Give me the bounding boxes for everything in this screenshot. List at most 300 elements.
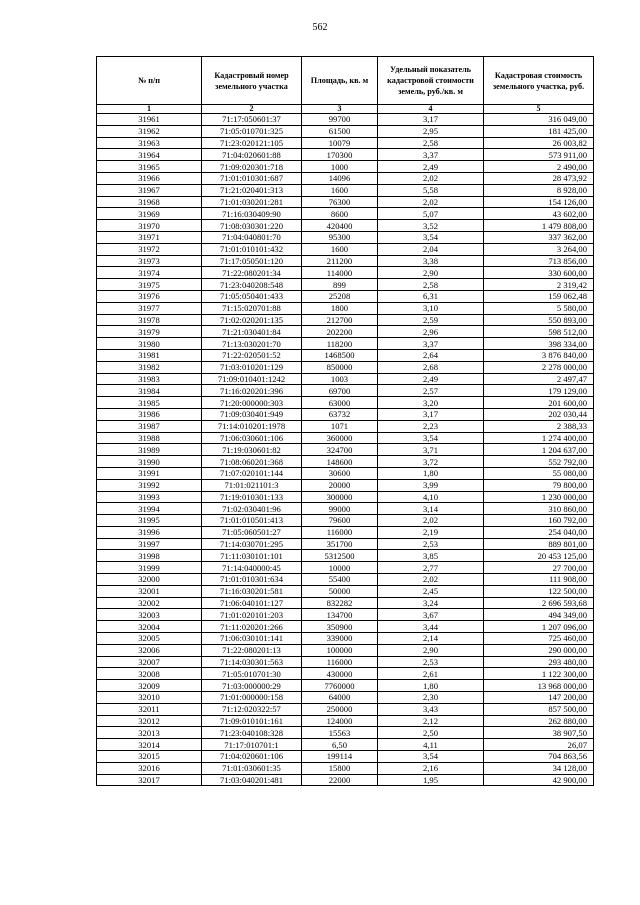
unit-value-cell: 2,12 [378, 715, 484, 727]
column-number: 5 [484, 105, 594, 114]
unit-value-cell: 2,14 [378, 633, 484, 645]
unit-value-cell: 2,02 [378, 515, 484, 527]
cadastral-number-cell: 71:01:020101:203 [202, 609, 302, 621]
unit-value-cell: 3,20 [378, 397, 484, 409]
cadastral-number-cell: 71:19:010301:133 [202, 491, 302, 503]
row-number-cell: 31975 [97, 279, 202, 291]
cadastral-value-cell: 1 122 300,00 [484, 668, 594, 680]
cadastral-number-cell: 71:11:030101:101 [202, 550, 302, 562]
row-number-cell: 31989 [97, 444, 202, 456]
cadastral-value-cell: 2 696 593,68 [484, 597, 594, 609]
cadastral-number-cell: 71:22:080201:34 [202, 267, 302, 279]
unit-value-cell: 2,02 [378, 196, 484, 208]
table-row [97, 621, 594, 633]
cadastral-value-cell: 713 856,00 [484, 255, 594, 267]
area-cell: 250000 [302, 703, 378, 715]
cadastral-value-cell: 159 062,48 [484, 290, 594, 302]
unit-value-cell: 2,49 [378, 161, 484, 173]
unit-value-cell: 2,45 [378, 585, 484, 597]
area-cell: 1071 [302, 420, 378, 432]
area-cell: 63732 [302, 408, 378, 420]
row-number-cell: 32014 [97, 739, 202, 751]
area-cell: 10079 [302, 137, 378, 149]
table-row [97, 267, 594, 279]
cadastral-value-cell: 122 500,00 [484, 585, 594, 597]
table-row [97, 574, 594, 586]
row-number-cell: 32017 [97, 774, 202, 786]
unit-value-cell: 4,11 [378, 739, 484, 751]
unit-value-cell: 2,53 [378, 538, 484, 550]
unit-value-cell: 1,95 [378, 774, 484, 786]
cadastral-number-cell: 71:08:060201:368 [202, 456, 302, 468]
table-row [97, 137, 594, 149]
cadastral-number-cell: 71:05:060501:27 [202, 526, 302, 538]
table-row [97, 456, 594, 468]
cadastral-value-cell: 3 264,00 [484, 243, 594, 255]
column-number: 4 [378, 105, 484, 114]
cadastral-value-cell: 27 700,00 [484, 562, 594, 574]
cadastral-value-table [96, 56, 594, 786]
cadastral-number-cell: 71:17:010701:1 [202, 739, 302, 751]
cadastral-number-cell: 71:16:020201:396 [202, 385, 302, 397]
table-row [97, 715, 594, 727]
unit-value-cell: 2,19 [378, 526, 484, 538]
table-row [97, 703, 594, 715]
cadastral-value-cell: 290 000,00 [484, 644, 594, 656]
area-cell: 99000 [302, 503, 378, 515]
unit-value-cell: 2,16 [378, 762, 484, 774]
area-cell: 148600 [302, 456, 378, 468]
cadastral-value-cell: 550 893,00 [484, 314, 594, 326]
table-row [97, 314, 594, 326]
column-number-row [97, 105, 594, 114]
cadastral-value-cell: 704 863,56 [484, 751, 594, 763]
row-number-cell: 31987 [97, 420, 202, 432]
area-cell: 351700 [302, 538, 378, 550]
row-number-cell: 31984 [97, 385, 202, 397]
area-cell: 124000 [302, 715, 378, 727]
cadastral-number-cell: 71:06:040101:127 [202, 597, 302, 609]
area-cell: 69700 [302, 385, 378, 397]
header-cadastral-value: Кадастровая стоимость земельного участка, руб. [484, 57, 594, 105]
column-number: 2 [202, 105, 302, 114]
row-number-cell: 31990 [97, 456, 202, 468]
cadastral-number-cell: 71:06:030601:106 [202, 432, 302, 444]
unit-value-cell: 3,10 [378, 302, 484, 314]
cadastral-number-cell: 71:01:010101:432 [202, 243, 302, 255]
row-number-cell: 31998 [97, 550, 202, 562]
table-row [97, 762, 594, 774]
unit-value-cell: 3,71 [378, 444, 484, 456]
unit-value-cell: 5,07 [378, 208, 484, 220]
cadastral-number-cell: 71:07:020101:144 [202, 467, 302, 479]
unit-value-cell: 4,10 [378, 491, 484, 503]
row-number-cell: 32012 [97, 715, 202, 727]
row-number-cell: 32008 [97, 668, 202, 680]
cadastral-value-cell: 13 968 000,00 [484, 680, 594, 692]
row-number-cell: 31977 [97, 302, 202, 314]
table-row [97, 243, 594, 255]
cadastral-value-cell: 160 792,00 [484, 515, 594, 527]
area-cell: 116000 [302, 656, 378, 668]
area-cell: 7760000 [302, 680, 378, 692]
unit-value-cell: 2,04 [378, 243, 484, 255]
table-row [97, 444, 594, 456]
unit-value-cell: 3,37 [378, 338, 484, 350]
cadastral-value-cell: 20 453 125,00 [484, 550, 594, 562]
cadastral-number-cell: 71:15:020701:88 [202, 302, 302, 314]
cadastral-number-cell: 71:20:000000:303 [202, 397, 302, 409]
row-number-cell: 31961 [97, 114, 202, 126]
table-row [97, 774, 594, 786]
row-number-cell: 32003 [97, 609, 202, 621]
cadastral-number-cell: 71:05:050401:433 [202, 290, 302, 302]
table-row [97, 149, 594, 161]
area-cell: 6,50 [302, 739, 378, 751]
row-number-cell: 31967 [97, 184, 202, 196]
row-number-cell: 31971 [97, 231, 202, 243]
cadastral-value-cell: 552 792,00 [484, 456, 594, 468]
header-area: Площадь, кв. м [302, 57, 378, 105]
area-cell: 1600 [302, 243, 378, 255]
row-number-cell: 31996 [97, 526, 202, 538]
area-cell: 212700 [302, 314, 378, 326]
cadastral-value-cell: 1 274 400,00 [484, 432, 594, 444]
table-row [97, 739, 594, 751]
cadastral-number-cell: 71:22:020501:52 [202, 349, 302, 361]
table-row [97, 373, 594, 385]
cadastral-value-cell: 889 801,00 [484, 538, 594, 550]
row-number-cell: 31973 [97, 255, 202, 267]
area-cell: 50000 [302, 585, 378, 597]
cadastral-number-cell: 71:01:030601:35 [202, 762, 302, 774]
cadastral-value-cell: 2 278 000,00 [484, 361, 594, 373]
row-number-cell: 31997 [97, 538, 202, 550]
table-row [97, 349, 594, 361]
header-row-number: № п/п [97, 57, 202, 105]
row-number-cell: 32009 [97, 680, 202, 692]
unit-value-cell: 2,57 [378, 385, 484, 397]
cadastral-value-cell: 1 204 637,00 [484, 444, 594, 456]
row-number-cell: 31983 [97, 373, 202, 385]
cadastral-number-cell: 71:01:021101:3 [202, 479, 302, 491]
unit-value-cell: 2,96 [378, 326, 484, 338]
page-number: 562 [312, 22, 328, 33]
cadastral-number-cell: 71:12:020322:57 [202, 703, 302, 715]
cadastral-value-cell: 42 900,00 [484, 774, 594, 786]
row-number-cell: 31980 [97, 338, 202, 350]
table-row [97, 751, 594, 763]
row-number-cell: 32000 [97, 574, 202, 586]
unit-value-cell: 3,17 [378, 114, 484, 126]
table-row [97, 562, 594, 574]
area-cell: 100000 [302, 644, 378, 656]
row-number-cell: 32011 [97, 703, 202, 715]
cadastral-value-cell: 5 580,00 [484, 302, 594, 314]
cadastral-value-cell: 26 003,82 [484, 137, 594, 149]
area-cell: 1468500 [302, 349, 378, 361]
unit-value-cell: 2,61 [378, 668, 484, 680]
table-row [97, 114, 594, 126]
table-row [97, 231, 594, 243]
unit-value-cell: 1,80 [378, 467, 484, 479]
cadastral-number-cell: 71:03:010201:129 [202, 361, 302, 373]
table-header-row [97, 57, 594, 105]
table-row [97, 161, 594, 173]
table-row [97, 644, 594, 656]
area-cell: 1003 [302, 373, 378, 385]
table-row [97, 326, 594, 338]
area-cell: 339000 [302, 633, 378, 645]
area-cell: 1000 [302, 161, 378, 173]
row-number-cell: 31974 [97, 267, 202, 279]
cadastral-number-cell: 71:22:080201:13 [202, 644, 302, 656]
cadastral-number-cell: 71:09:020301:718 [202, 161, 302, 173]
cadastral-value-cell: 857 500,00 [484, 703, 594, 715]
area-cell: 15563 [302, 727, 378, 739]
area-cell: 22000 [302, 774, 378, 786]
table-row [97, 479, 594, 491]
area-cell: 430000 [302, 668, 378, 680]
cadastral-number-cell: 71:19:030601:82 [202, 444, 302, 456]
area-cell: 79600 [302, 515, 378, 527]
area-cell: 832282 [302, 597, 378, 609]
unit-value-cell: 2,58 [378, 137, 484, 149]
cadastral-value-cell: 337 362,00 [484, 231, 594, 243]
table-row [97, 420, 594, 432]
table-row [97, 609, 594, 621]
area-cell: 63000 [302, 397, 378, 409]
unit-value-cell: 2,59 [378, 314, 484, 326]
unit-value-cell: 1,80 [378, 680, 484, 692]
cadastral-number-cell: 71:17:050501:120 [202, 255, 302, 267]
cadastral-number-cell: 71:04:020601:88 [202, 149, 302, 161]
area-cell: 1600 [302, 184, 378, 196]
row-number-cell: 31978 [97, 314, 202, 326]
cadastral-value-cell: 1 479 808,00 [484, 220, 594, 232]
unit-value-cell: 3,17 [378, 408, 484, 420]
area-cell: 95300 [302, 231, 378, 243]
cadastral-number-cell: 71:14:030301:563 [202, 656, 302, 668]
cadastral-value-cell: 79 800,00 [484, 479, 594, 491]
unit-value-cell: 2,64 [378, 349, 484, 361]
cadastral-value-cell: 398 334,00 [484, 338, 594, 350]
table-row [97, 220, 594, 232]
cadastral-value-cell: 2 319,42 [484, 279, 594, 291]
area-cell: 170300 [302, 149, 378, 161]
cadastral-number-cell: 71:09:010101:161 [202, 715, 302, 727]
cadastral-number-cell: 71:05:010701:30 [202, 668, 302, 680]
cadastral-value-cell: 573 911,00 [484, 149, 594, 161]
row-number-cell: 32004 [97, 621, 202, 633]
area-cell: 76300 [302, 196, 378, 208]
unit-value-cell: 3,54 [378, 231, 484, 243]
cadastral-value-cell: 2 497,47 [484, 373, 594, 385]
cadastral-number-cell: 71:05:010701:325 [202, 125, 302, 137]
cadastral-number-cell: 71:23:040208:548 [202, 279, 302, 291]
table-row [97, 184, 594, 196]
unit-value-cell: 6,31 [378, 290, 484, 302]
cadastral-value-cell: 55 080,00 [484, 467, 594, 479]
cadastral-value-cell: 147 200,00 [484, 692, 594, 704]
unit-value-cell: 2,30 [378, 692, 484, 704]
row-number-cell: 31999 [97, 562, 202, 574]
row-number-cell: 32015 [97, 751, 202, 763]
row-number-cell: 31982 [97, 361, 202, 373]
table-row [97, 385, 594, 397]
cadastral-value-cell: 202 030,44 [484, 408, 594, 420]
table-row [97, 432, 594, 444]
unit-value-cell: 3,24 [378, 597, 484, 609]
header-unit-value: Удельный показатель кадастровой стоимости земель, руб./кв. м [378, 57, 484, 105]
table-row [97, 503, 594, 515]
row-number-cell: 31993 [97, 491, 202, 503]
unit-value-cell: 3,85 [378, 550, 484, 562]
area-cell: 8600 [302, 208, 378, 220]
table-row [97, 585, 594, 597]
row-number-cell: 31992 [97, 479, 202, 491]
cadastral-value-cell: 8 928,00 [484, 184, 594, 196]
area-cell: 99700 [302, 114, 378, 126]
table-row [97, 397, 594, 409]
cadastral-value-cell: 179 129,00 [484, 385, 594, 397]
cadastral-value-cell: 111 908,00 [484, 574, 594, 586]
unit-value-cell: 2,90 [378, 644, 484, 656]
cadastral-number-cell: 71:01:000000:158 [202, 692, 302, 704]
area-cell: 114000 [302, 267, 378, 279]
unit-value-cell: 3,67 [378, 609, 484, 621]
area-cell: 118200 [302, 338, 378, 350]
table-row [97, 526, 594, 538]
cadastral-value-cell: 254 040,00 [484, 526, 594, 538]
table-row [97, 680, 594, 692]
cadastral-number-cell: 71:01:010301:634 [202, 574, 302, 586]
cadastral-value-cell: 262 880,00 [484, 715, 594, 727]
row-number-cell: 32016 [97, 762, 202, 774]
area-cell: 420400 [302, 220, 378, 232]
cadastral-number-cell: 71:14:010201:1978 [202, 420, 302, 432]
area-cell: 14096 [302, 172, 378, 184]
area-cell: 899 [302, 279, 378, 291]
unit-value-cell: 3,43 [378, 703, 484, 715]
table-row [97, 302, 594, 314]
cadastral-value-cell: 43 602,00 [484, 208, 594, 220]
cadastral-value-cell: 598 512,00 [484, 326, 594, 338]
table-row [97, 692, 594, 704]
cadastral-value-cell: 2 490,00 [484, 161, 594, 173]
row-number-cell: 32010 [97, 692, 202, 704]
table-row [97, 538, 594, 550]
unit-value-cell: 3,37 [378, 149, 484, 161]
cadastral-number-cell: 71:04:040801:70 [202, 231, 302, 243]
cadastral-number-cell: 71:14:040000:45 [202, 562, 302, 574]
cadastral-value-cell: 201 600,00 [484, 397, 594, 409]
area-cell: 5312500 [302, 550, 378, 562]
unit-value-cell: 3,52 [378, 220, 484, 232]
unit-value-cell: 5,58 [378, 184, 484, 196]
table-row [97, 597, 594, 609]
cadastral-number-cell: 71:21:020401:313 [202, 184, 302, 196]
row-number-cell: 32007 [97, 656, 202, 668]
header-cadastral-number: Кадастровый номер земельного участка [202, 57, 302, 105]
cadastral-number-cell: 71:01:010301:687 [202, 172, 302, 184]
cadastral-value-cell: 1 207 096,00 [484, 621, 594, 633]
table-row [97, 125, 594, 137]
row-number-cell: 31970 [97, 220, 202, 232]
cadastral-value-cell: 38 907,50 [484, 727, 594, 739]
area-cell: 850000 [302, 361, 378, 373]
cadastral-value-cell: 28 473,92 [484, 172, 594, 184]
area-cell: 55400 [302, 574, 378, 586]
area-cell: 211200 [302, 255, 378, 267]
unit-value-cell: 2,95 [378, 125, 484, 137]
cadastral-value-cell: 494 349,00 [484, 609, 594, 621]
cadastral-value-cell: 293 480,00 [484, 656, 594, 668]
row-number-cell: 32001 [97, 585, 202, 597]
area-cell: 30600 [302, 467, 378, 479]
unit-value-cell: 2,68 [378, 361, 484, 373]
unit-value-cell: 3,44 [378, 621, 484, 633]
cadastral-number-cell: 71:03:000000:29 [202, 680, 302, 692]
table-row [97, 290, 594, 302]
row-number-cell: 31966 [97, 172, 202, 184]
table-row [97, 279, 594, 291]
table-body [97, 114, 594, 786]
cadastral-number-cell: 71:06:030101:141 [202, 633, 302, 645]
area-cell: 300000 [302, 491, 378, 503]
row-number-cell: 32013 [97, 727, 202, 739]
unit-value-cell: 3,72 [378, 456, 484, 468]
row-number-cell: 31991 [97, 467, 202, 479]
cadastral-number-cell: 71:14:030701:295 [202, 538, 302, 550]
area-cell: 199114 [302, 751, 378, 763]
cadastral-number-cell: 71:02:020201:135 [202, 314, 302, 326]
table-row [97, 208, 594, 220]
table-row [97, 467, 594, 479]
table-row [97, 668, 594, 680]
area-cell: 61500 [302, 125, 378, 137]
unit-value-cell: 3,54 [378, 751, 484, 763]
cadastral-value-cell: 154 126,00 [484, 196, 594, 208]
table-row [97, 196, 594, 208]
row-number-cell: 31985 [97, 397, 202, 409]
cadastral-number-cell: 71:11:020201:266 [202, 621, 302, 633]
area-cell: 15800 [302, 762, 378, 774]
unit-value-cell: 3,54 [378, 432, 484, 444]
cadastral-number-cell: 71:23:020121:105 [202, 137, 302, 149]
table-row [97, 727, 594, 739]
row-number-cell: 31965 [97, 161, 202, 173]
area-cell: 350900 [302, 621, 378, 633]
area-cell: 20000 [302, 479, 378, 491]
cadastral-value-cell: 3 876 840,00 [484, 349, 594, 361]
cadastral-value-cell: 181 425,00 [484, 125, 594, 137]
table-row [97, 656, 594, 668]
cadastral-number-cell: 71:16:030201:581 [202, 585, 302, 597]
cadastral-number-cell: 71:09:030401:949 [202, 408, 302, 420]
cadastral-number-cell: 71:02:030401:96 [202, 503, 302, 515]
cadastral-number-cell: 71:21:030401:84 [202, 326, 302, 338]
row-number-cell: 31964 [97, 149, 202, 161]
unit-value-cell: 2,02 [378, 172, 484, 184]
unit-value-cell: 3,38 [378, 255, 484, 267]
cadastral-value-cell: 330 600,00 [484, 267, 594, 279]
row-number-cell: 31995 [97, 515, 202, 527]
table-row [97, 550, 594, 562]
row-number-cell: 32005 [97, 633, 202, 645]
column-number: 3 [302, 105, 378, 114]
area-cell: 324700 [302, 444, 378, 456]
